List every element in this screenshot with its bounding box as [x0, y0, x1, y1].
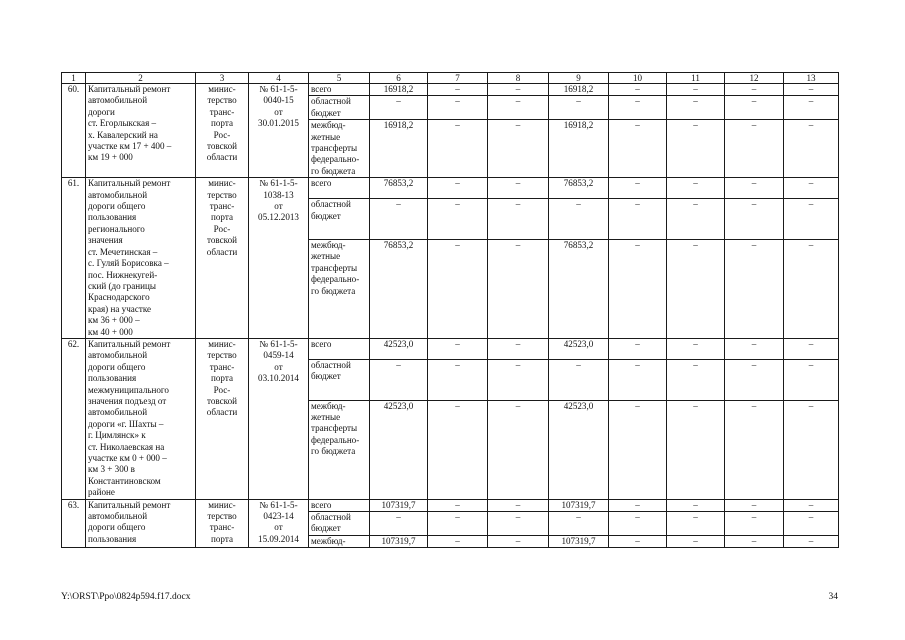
- value-col-10: –: [609, 96, 667, 120]
- value-col-11: –: [667, 239, 725, 338]
- object-name: Капитальный ремонт автомобильной дороги ст. Егорлыкская – х. Кавалерский на участке км 17 + 400 – км 19 + 000: [86, 84, 196, 178]
- value-col-9: 16918,2: [549, 120, 609, 178]
- value-col-12: –: [725, 178, 784, 199]
- value-col-13: –: [784, 199, 839, 240]
- value-col-6: –: [370, 512, 428, 536]
- value-col-8: –: [488, 239, 549, 338]
- expertise-document: № 61-1-5- 1038-13 от 05.12.2013: [249, 178, 309, 339]
- column-number: 5: [309, 73, 370, 84]
- object-name: Капитальный ремонт автомобильной дороги общего пользования регионального значения ст. Мечетинская – с. Гуляй Борисовка – пос. Нижнекугей- ский (до границы Краснодарского края) на участке км 36 + 000 – км 40 + 000: [86, 178, 196, 339]
- value-col-6: –: [370, 199, 428, 240]
- value-col-12: –: [725, 96, 784, 120]
- value-col-9: 107319,7: [549, 535, 609, 547]
- value-col-13: –: [784, 535, 839, 547]
- value-col-7: –: [428, 120, 488, 178]
- value-col-12: –: [725, 499, 784, 511]
- value-col-10: –: [609, 535, 667, 547]
- column-number: 3: [196, 73, 249, 84]
- value-col-8: –: [488, 84, 549, 96]
- value-col-11: –: [667, 96, 725, 120]
- value-col-9: –: [549, 360, 609, 401]
- column-number: 11: [667, 73, 725, 84]
- value-col-6: –: [370, 96, 428, 120]
- value-col-9: 42523,0: [549, 338, 609, 359]
- column-number: 8: [488, 73, 549, 84]
- value-col-12: –: [725, 84, 784, 96]
- value-col-11: –: [667, 84, 725, 96]
- table-row: [62, 84, 839, 96]
- value-col-13: –: [784, 120, 839, 178]
- column-number: 4: [249, 73, 309, 84]
- value-col-7: –: [428, 499, 488, 511]
- column-number: 9: [549, 73, 609, 84]
- value-col-9: 76853,2: [549, 239, 609, 338]
- value-col-7: –: [428, 400, 488, 499]
- value-col-13: –: [784, 338, 839, 359]
- funding-source: всего: [309, 84, 370, 96]
- table-row: [62, 338, 839, 359]
- value-col-10: –: [609, 499, 667, 511]
- table-row: [62, 178, 839, 199]
- value-col-10: –: [609, 239, 667, 338]
- value-col-6: 107319,7: [370, 535, 428, 547]
- customer: минис- терство транс- порта Рос- товской области: [196, 338, 249, 499]
- value-col-8: –: [488, 120, 549, 178]
- value-col-11: –: [667, 400, 725, 499]
- value-col-8: –: [488, 499, 549, 511]
- value-col-6: 76853,2: [370, 239, 428, 338]
- value-col-11: –: [667, 535, 725, 547]
- value-col-6: 42523,0: [370, 400, 428, 499]
- value-col-13: –: [784, 360, 839, 401]
- value-col-11: –: [667, 499, 725, 511]
- funding-source: областной бюджет: [309, 199, 370, 240]
- appendix-table: [61, 72, 839, 548]
- value-col-8: –: [488, 512, 549, 536]
- value-col-12: –: [725, 338, 784, 359]
- value-col-6: 16918,2: [370, 120, 428, 178]
- row-number: 60.: [62, 84, 86, 178]
- value-col-7: –: [428, 239, 488, 338]
- funding-source: межбюд- жетные трансферты федерально- го бюджета: [309, 120, 370, 178]
- value-col-12: –: [725, 512, 784, 536]
- customer: минис- терство транс- порта Рос- товской области: [196, 178, 249, 339]
- value-col-8: –: [488, 338, 549, 359]
- funding-source: всего: [309, 178, 370, 199]
- funding-source: областной бюджет: [309, 512, 370, 536]
- value-col-6: 76853,2: [370, 178, 428, 199]
- value-col-9: 16918,2: [549, 84, 609, 96]
- value-col-7: –: [428, 199, 488, 240]
- value-col-10: –: [609, 400, 667, 499]
- value-col-6: 42523,0: [370, 338, 428, 359]
- value-col-10: –: [609, 360, 667, 401]
- column-number: 1: [62, 73, 86, 84]
- value-col-9: 76853,2: [549, 178, 609, 199]
- row-number: 62.: [62, 338, 86, 499]
- value-col-8: –: [488, 178, 549, 199]
- funding-source: межбюд- жетные трансферты федерально- го бюджета: [309, 239, 370, 338]
- table-body: [62, 73, 839, 548]
- column-number-row: [62, 73, 839, 84]
- value-col-12: –: [725, 239, 784, 338]
- value-col-8: –: [488, 535, 549, 547]
- value-col-13: –: [784, 512, 839, 536]
- row-number: 61.: [62, 178, 86, 339]
- expertise-document: № 61-1-5- 0459-14 от 03.10.2014: [249, 338, 309, 499]
- value-col-11: –: [667, 178, 725, 199]
- value-col-9: 42523,0: [549, 400, 609, 499]
- value-col-7: –: [428, 512, 488, 536]
- value-col-12: –: [725, 199, 784, 240]
- customer: минис- терство транс- порта Рос- товской области: [196, 84, 249, 178]
- value-col-13: –: [784, 499, 839, 511]
- value-col-13: –: [784, 178, 839, 199]
- value-col-7: –: [428, 84, 488, 96]
- value-col-10: –: [609, 178, 667, 199]
- value-col-9: –: [549, 199, 609, 240]
- value-col-13: –: [784, 239, 839, 338]
- column-number: 6: [370, 73, 428, 84]
- column-number: 13: [784, 73, 839, 84]
- value-col-11: –: [667, 199, 725, 240]
- funding-source: межбюд-: [309, 535, 370, 547]
- value-col-12: –: [725, 535, 784, 547]
- value-col-10: –: [609, 120, 667, 178]
- value-col-8: –: [488, 199, 549, 240]
- object-name: Капитальный ремонт автомобильной дороги общего пользования: [86, 499, 196, 548]
- column-number: 2: [86, 73, 196, 84]
- value-col-8: –: [488, 96, 549, 120]
- value-col-13: –: [784, 400, 839, 499]
- value-col-12: –: [725, 360, 784, 401]
- table-row: [62, 499, 839, 511]
- funding-source: межбюд- жетные трансферты федерально- го бюджета: [309, 400, 370, 499]
- funding-source: областной бюджет: [309, 360, 370, 401]
- value-col-12: –: [725, 120, 784, 178]
- column-number: 7: [428, 73, 488, 84]
- value-col-11: –: [667, 512, 725, 536]
- value-col-10: –: [609, 199, 667, 240]
- file-path: Y:\ORST\Ppo\0824p594.f17.docx: [61, 592, 191, 602]
- column-number: 10: [609, 73, 667, 84]
- value-col-9: –: [549, 96, 609, 120]
- value-col-7: –: [428, 360, 488, 401]
- value-col-6: 107319,7: [370, 499, 428, 511]
- value-col-7: –: [428, 535, 488, 547]
- page-number: 34: [828, 592, 838, 602]
- expertise-document: № 61-1-5- 0040-15 от 30.01.2015: [249, 84, 309, 178]
- column-number: 12: [725, 73, 784, 84]
- value-col-13: –: [784, 84, 839, 96]
- value-col-11: –: [667, 338, 725, 359]
- value-col-7: –: [428, 96, 488, 120]
- value-col-13: –: [784, 96, 839, 120]
- value-col-11: –: [667, 120, 725, 178]
- value-col-8: –: [488, 360, 549, 401]
- value-col-11: –: [667, 360, 725, 401]
- value-col-7: –: [428, 178, 488, 199]
- expertise-document: № 61-1-5- 0423-14 от 15.09.2014: [249, 499, 309, 548]
- funding-source: всего: [309, 499, 370, 511]
- value-col-6: –: [370, 360, 428, 401]
- value-col-9: 107319,7: [549, 499, 609, 511]
- value-col-7: –: [428, 338, 488, 359]
- value-col-6: 16918,2: [370, 84, 428, 96]
- funding-source: всего: [309, 338, 370, 359]
- value-col-10: –: [609, 84, 667, 96]
- value-col-9: –: [549, 512, 609, 536]
- object-name: Капитальный ремонт автомобильной дороги общего пользования межмуниципального значения подъезд от автомобильной дороги «г. Шахты – г. Цимлянск» к ст. Николаевская на участке км 0 + 000 – км 3 + 300 в Константиновском районе: [86, 338, 196, 499]
- row-number: 63.: [62, 499, 86, 548]
- customer: минис- терство транс- порта: [196, 499, 249, 548]
- value-col-10: –: [609, 338, 667, 359]
- funding-source: областной бюджет: [309, 96, 370, 120]
- value-col-12: –: [725, 400, 784, 499]
- value-col-8: –: [488, 400, 549, 499]
- value-col-10: –: [609, 512, 667, 536]
